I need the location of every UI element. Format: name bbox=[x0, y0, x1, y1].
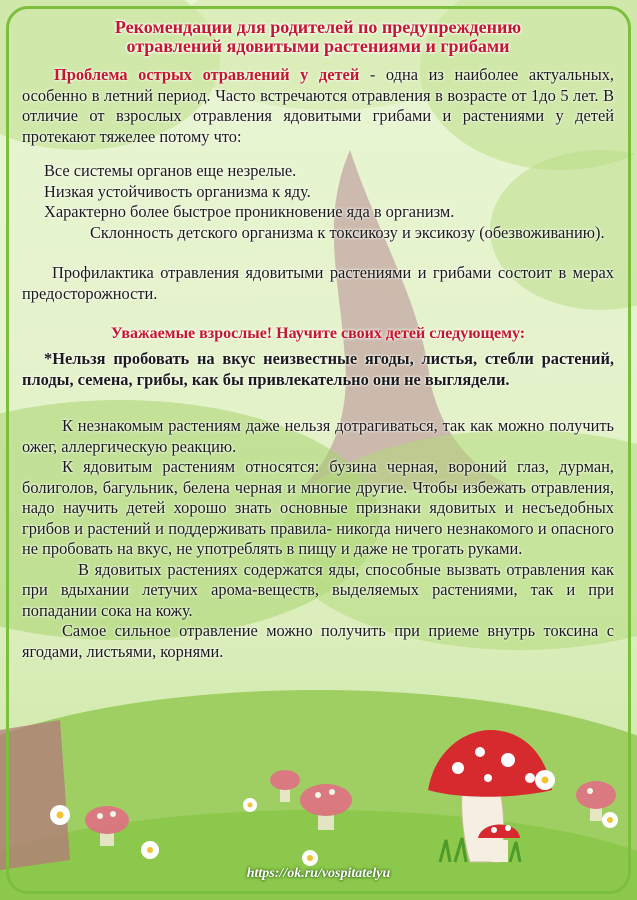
intro-lead: Проблема острых отравлений у детей bbox=[54, 65, 360, 84]
reason-item: Характерно более быстрое проникновение яда в организм. bbox=[44, 202, 455, 221]
reason-item: Склонность детского организма к токсикозу и эксикозу (обезвоживанию). bbox=[90, 222, 605, 242]
prevention-paragraph: Профилактика отравления ядовитыми растениями и грибами состоит в мерах предосторожности. bbox=[22, 263, 614, 303]
paragraph-touch: К незнакомым растениям даже нельзя дотрагиваться, так как можно получить ожег, аллергическую реакцию. bbox=[22, 416, 614, 456]
reason-item: Низкая устойчивость организма к яду. bbox=[44, 181, 311, 201]
paragraph-poisons: В ядовитых растениях содержатся яды, способные вызвать отравления как при вдыхании летучих арома-веществ, выделяемых растениями, так и при попадании сока на кожу. bbox=[22, 559, 614, 620]
intro-paragraph bbox=[22, 65, 614, 147]
title-line-1: Рекомендации для родителей по предупреждению bbox=[114, 17, 522, 37]
intro-text: - одна из наиболее актуальных, особенно в летний период. Часто встречаются отравления в возрасте от 1до 5 лет. В отличие от взрослых отравления ядовитыми грибами и растениями у детей протекают тяжелее потому что: bbox=[22, 65, 615, 146]
title-line-2: отравлений ядовитыми растениями и грибами bbox=[126, 36, 510, 56]
reason-item: Все системы органов еще незрелые. bbox=[44, 161, 297, 180]
warning-paragraph: *Нельзя пробовать на вкус неизвестные ягоды, листья, стебли растений, плоды, семена, грибы, как бы привлекательно они не выглядели. bbox=[22, 349, 614, 389]
paragraph-poison-plants: К ядовитым растениям относятся: бузина черная, вороний глаз, дурман, болиголов, багульник, белена черная и многие другие. Чтобы избежать отравления, надо научить детей хорошо знать основные признаки ядовитых и несъедобных грибов и растений и поддерживать правила- никогда ничего незнакомого и опасного не пробовать на вкус, не употреблять в пищу и даже не трогать руками. bbox=[22, 457, 614, 558]
main-content bbox=[22, 18, 614, 662]
paragraph-strongest: Самое сильное отравление можно получить при приеме внутрь токсина с ягодами, листьями, корнями. bbox=[22, 621, 614, 661]
footer-link[interactable]: https://ok.ru/vospitatelyu bbox=[246, 866, 391, 881]
call-to-action-heading: Уважаемые взрослые! Научите своих детей следующему: bbox=[110, 325, 526, 342]
page-title bbox=[22, 18, 614, 56]
